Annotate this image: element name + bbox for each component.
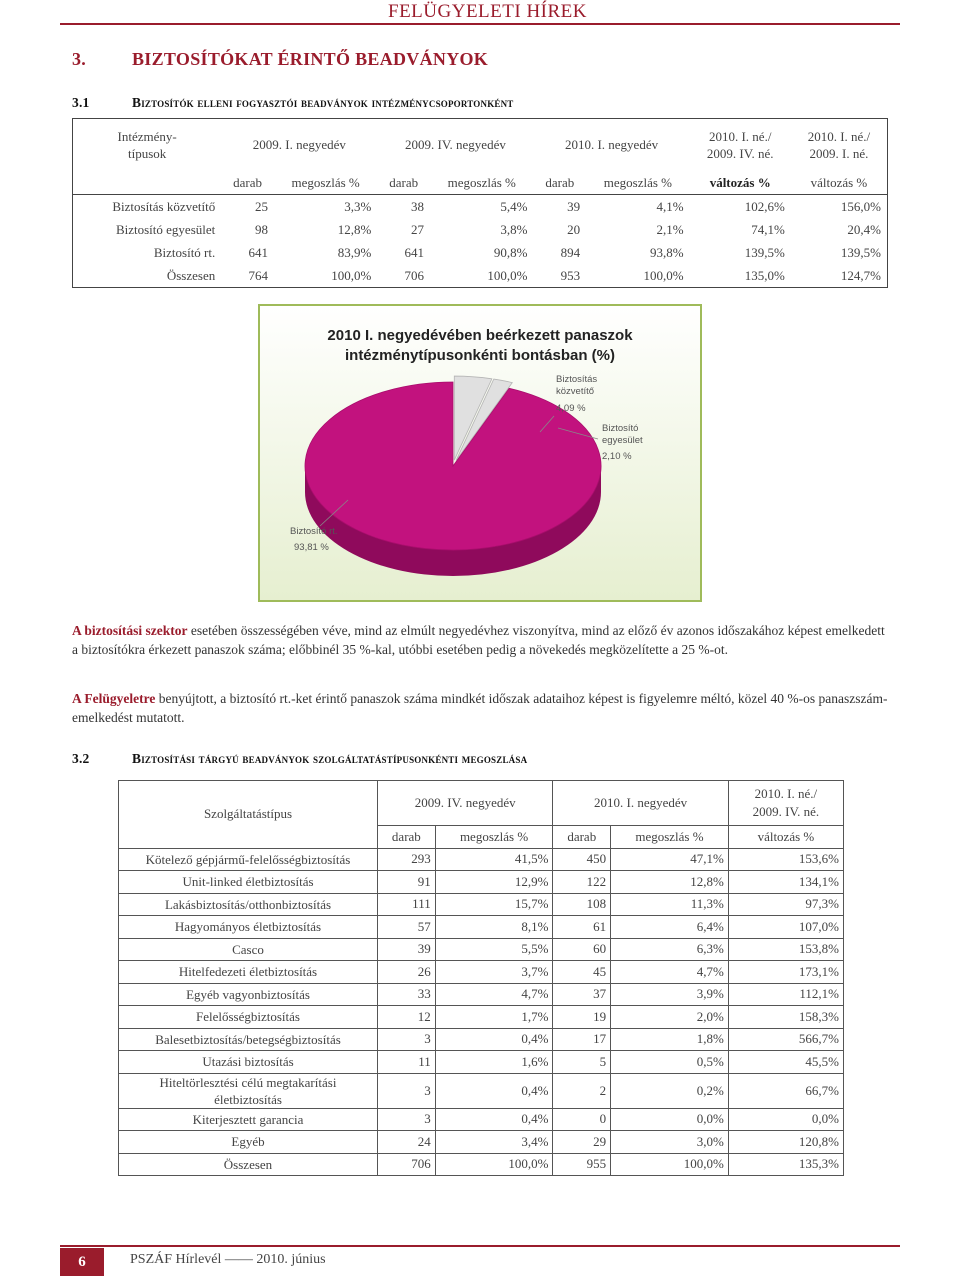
table-row xyxy=(119,916,844,939)
table-row xyxy=(119,1051,844,1074)
table1-cell: 100,0% xyxy=(331,267,372,283)
table2-cell: 3 xyxy=(378,1028,436,1051)
table2-cell: 706 xyxy=(378,1153,436,1176)
table2-cell: 29 xyxy=(553,1131,611,1154)
table1-cell: 90,8% xyxy=(493,244,528,260)
header-title: FELÜGYELETI HÍREK xyxy=(388,1,587,22)
table2-period-1: 2009. IV. negyedév xyxy=(378,781,553,826)
table-row xyxy=(119,983,844,1006)
label-rt-1: Biztosító rt. xyxy=(290,526,338,537)
table2-row-label: Összesen xyxy=(119,1153,378,1176)
label-kozvetito-1: Biztosítás xyxy=(556,374,598,385)
table1-cell: 98 xyxy=(254,221,268,237)
table2-row-label: Hagyományos életbiztosítás xyxy=(119,916,378,939)
table1-cell: 641 xyxy=(248,244,268,260)
label-egyesulet-pct: 2,10 % xyxy=(602,451,632,462)
table1-cell: 894 xyxy=(560,244,581,260)
table2-cell: 0,5% xyxy=(611,1051,729,1074)
table1-cell: 953 xyxy=(560,267,581,283)
paragraph-1-text: esetében összességében véve, mind az elmúlt negyedévhez viszonyítva, mind az előző év azonos időszakához képest emelkedett a biztosítókra érkezett panaszok száma; előbbinél 35 %-kal, utóbbi esetében pedig a növekedés megközelítette a 25 %-ot. xyxy=(72,623,885,657)
table2-cell: 122 xyxy=(553,871,611,894)
table2-corner: Szolgáltatástípus xyxy=(119,781,378,849)
table2-cell: 6,4% xyxy=(611,916,729,939)
table2-cell: 12,8% xyxy=(611,871,729,894)
table-row xyxy=(73,218,888,241)
table2-cell: 41,5% xyxy=(435,848,553,871)
table1-cell: 102,6% xyxy=(690,195,791,219)
table-row xyxy=(119,893,844,916)
table-row xyxy=(119,1131,844,1154)
table1-cell: 100,0% xyxy=(643,267,684,283)
table1-cell: 27 xyxy=(411,221,425,237)
header-rule xyxy=(60,23,900,25)
table2-cell: 111 xyxy=(378,893,436,916)
table1-subhead: megoszlás % xyxy=(603,174,672,190)
table2-cell: 108 xyxy=(553,893,611,916)
table2-cell: 1,6% xyxy=(435,1051,553,1074)
table1-cell: 124,7% xyxy=(840,267,881,283)
table2-cell: 158,3% xyxy=(728,1006,843,1029)
table2-cell: 11 xyxy=(378,1051,436,1074)
table2-cell: 47,1% xyxy=(611,848,729,871)
table1-cell: 706 xyxy=(404,267,425,283)
table2-cell: 0 xyxy=(553,1108,611,1131)
table2-cell: 112,1% xyxy=(728,983,843,1006)
table2-cell: 120,8% xyxy=(728,1131,843,1154)
table2-subhead: megoszlás % xyxy=(435,826,553,849)
table2-cell: 0,2% xyxy=(611,1073,729,1108)
paragraph-2 xyxy=(72,689,890,727)
table2-row-label: Kiterjesztett garancia xyxy=(119,1108,378,1131)
table1-subhead: megoszlás % xyxy=(447,174,516,190)
institution-table xyxy=(72,118,888,288)
label-rt-pct: 93,81 % xyxy=(294,542,329,553)
subsection-2-number: 3.2 xyxy=(72,751,90,766)
table2-cell: 33 xyxy=(378,983,436,1006)
table1-cell: 3,8% xyxy=(500,221,528,237)
table2-row-label: Felelősségbiztosítás xyxy=(119,1006,378,1029)
subsection-1-number: 3.1 xyxy=(72,95,90,110)
table1-subhead: darab xyxy=(389,174,419,190)
table-row xyxy=(119,1073,844,1108)
table2-cell: 293 xyxy=(378,848,436,871)
table2-row-label: Utazási biztosítás xyxy=(119,1051,378,1074)
table2-cell: 8,1% xyxy=(435,916,553,939)
table2-cell: 955 xyxy=(553,1153,611,1176)
table2-cell: 12 xyxy=(378,1006,436,1029)
paragraph-2-text: benyújtott, a biztosító rt.-ket érintő panaszok száma mindkét időszak adataihoz képest is figyelemre méltó, közel 40 %-os panaszszám-emelkedést mutatott. xyxy=(72,691,888,725)
table2-cell: 100,0% xyxy=(435,1153,553,1176)
table1-subhead: változás % xyxy=(810,174,868,190)
table1-cell: Biztosító egyesület xyxy=(115,221,216,237)
table2-cell: 24 xyxy=(378,1131,436,1154)
table2-cell: 3,7% xyxy=(435,961,553,984)
chart-title-line-1: 2010 I. negyedévében beérkezett panaszok xyxy=(327,327,633,344)
table2-cell: 61 xyxy=(553,916,611,939)
label-kozvetito-pct: 4,09 % xyxy=(556,403,586,414)
table2-cell: 3 xyxy=(378,1073,436,1108)
table1-cell: Biztosítás közvetítő xyxy=(73,195,222,219)
table2-cell: 37 xyxy=(553,983,611,1006)
section-title xyxy=(72,49,488,70)
table2-cell: 3,4% xyxy=(435,1131,553,1154)
table1-subhead: változás % xyxy=(709,174,771,190)
table2-cell: 5 xyxy=(553,1051,611,1074)
table2-cell: 11,3% xyxy=(611,893,729,916)
table2-row-label: Balesetbiztosítás/betegségbiztosítás xyxy=(119,1028,378,1051)
table2-row-label: Kötelező gépjármű-felelősségbiztosítás xyxy=(119,848,378,871)
table1-subhead: darab xyxy=(545,174,575,190)
table1-cell: 2,1% xyxy=(656,221,684,237)
table2-subhead: megoszlás % xyxy=(611,826,729,849)
subsection-2-title xyxy=(72,751,527,767)
section-number: 3. xyxy=(72,49,87,69)
table-row xyxy=(73,241,888,264)
table2-row-label: Casco xyxy=(119,938,378,961)
table2-subhead: darab xyxy=(378,826,436,849)
table2-cell: 450 xyxy=(553,848,611,871)
table1-cell: 764 xyxy=(248,267,268,283)
table1-cell: 39 xyxy=(533,195,586,219)
table2-cell: 91 xyxy=(378,871,436,894)
table2-cell: 1,8% xyxy=(611,1028,729,1051)
paragraph-2-bold: A Felügyeletre xyxy=(72,691,156,706)
table1-cell: 74,1% xyxy=(751,221,785,237)
table1-cell: 156,0% xyxy=(791,195,888,219)
table2-cell: 2 xyxy=(553,1073,611,1108)
table1-cell: 83,9% xyxy=(337,244,372,260)
page-number: 6 xyxy=(60,1248,104,1276)
table-row xyxy=(119,1006,844,1029)
table2-cell: 3,9% xyxy=(611,983,729,1006)
table2-cell: 2,0% xyxy=(611,1006,729,1029)
table2-cell: 97,3% xyxy=(728,893,843,916)
table2-cell: 19 xyxy=(553,1006,611,1029)
table-row xyxy=(119,848,844,871)
table2-cell: 153,8% xyxy=(728,938,843,961)
table2-row-label: Lakásbiztosítás/otthonbiztosítás xyxy=(119,893,378,916)
table2-cell: 173,1% xyxy=(728,961,843,984)
paragraph-1 xyxy=(72,621,890,659)
table1-cell: Összesen xyxy=(166,267,216,283)
table1-change-1: 2010. I. né./ 2009. IV. né. xyxy=(706,129,774,161)
table2-row-label: Hiteltörlesztési célú megtakarítási életbiztosítás xyxy=(119,1073,378,1108)
table1-period-1: 2009. I. negyedév xyxy=(252,137,346,152)
table1-cell: 12,8% xyxy=(337,221,372,237)
table1-cell: 641 xyxy=(404,244,425,260)
table2-cell: 4,7% xyxy=(611,961,729,984)
table2-period-2: 2010. I. negyedév xyxy=(553,781,728,826)
table1-corner: Intézmény- típusok xyxy=(117,129,177,161)
table1-cell: 135,0% xyxy=(744,267,785,283)
table2-cell: 4,7% xyxy=(435,983,553,1006)
table1-period-3: 2010. I. negyedév xyxy=(564,137,659,152)
subsection-2-text: Biztosítási tárgyú beadványok szolgáltatástípusonkénti megoszlása xyxy=(132,751,528,766)
subsection-1-title xyxy=(72,95,514,111)
table2-row-label: Egyéb vagyonbiztosítás xyxy=(119,983,378,1006)
table2-cell: 39 xyxy=(378,938,436,961)
table1-cell: 3,3% xyxy=(274,195,377,219)
label-egyesulet-2: egyesület xyxy=(602,435,643,446)
table2-cell: 135,3% xyxy=(728,1153,843,1176)
table2-cell: 100,0% xyxy=(611,1153,729,1176)
table2-cell: 5,5% xyxy=(435,938,553,961)
table-row xyxy=(119,961,844,984)
table1-subhead: darab xyxy=(233,174,263,190)
table-row xyxy=(119,1028,844,1051)
table2-subhead: darab xyxy=(553,826,611,849)
label-kozvetito-2: közvetítő xyxy=(556,386,595,397)
table1-subhead: megoszlás % xyxy=(291,174,360,190)
table2-cell: 566,7% xyxy=(728,1028,843,1051)
table2-cell: 0,4% xyxy=(435,1073,553,1108)
table2-cell: 12,9% xyxy=(435,871,553,894)
service-type-table xyxy=(118,780,844,1176)
table2-cell: 6,3% xyxy=(611,938,729,961)
table2-cell: 26 xyxy=(378,961,436,984)
table2-cell: 107,0% xyxy=(728,916,843,939)
table2-row-label: Egyéb xyxy=(119,1131,378,1154)
label-egyesulet-1: Biztosító xyxy=(602,423,639,434)
table1-cell: 4,1% xyxy=(586,195,689,219)
table2-cell: 15,7% xyxy=(435,893,553,916)
section-title-text: BIZTOSÍTÓKAT ÉRINTŐ BEADVÁNYOK xyxy=(132,49,489,69)
table2-cell: 1,7% xyxy=(435,1006,553,1029)
table2-cell: 153,6% xyxy=(728,848,843,871)
table2-cell: 3 xyxy=(378,1108,436,1131)
table-row xyxy=(119,871,844,894)
table-row xyxy=(119,1153,844,1176)
table1-cell: 139,5% xyxy=(744,244,785,260)
table2-cell: 134,1% xyxy=(728,871,843,894)
table1-cell: 100,0% xyxy=(487,267,528,283)
table1-cell: 139,5% xyxy=(840,244,881,260)
table2-change: 2010. I. né./ 2009. IV. né. xyxy=(728,781,843,826)
table1-cell: 93,8% xyxy=(649,244,684,260)
table2-cell: 66,7% xyxy=(728,1073,843,1108)
table2-cell: 0,4% xyxy=(435,1028,553,1051)
table2-row-label: Unit-linked életbiztosítás xyxy=(119,871,378,894)
table2-cell: 45 xyxy=(553,961,611,984)
footer-rule xyxy=(60,1245,900,1247)
table-row xyxy=(73,195,888,219)
table2-cell: 0,0% xyxy=(728,1108,843,1131)
table1-cell: 38 xyxy=(377,195,430,219)
table2-subhead: változás % xyxy=(728,826,843,849)
table1-cell: 25 xyxy=(221,195,274,219)
table2-cell: 57 xyxy=(378,916,436,939)
table1-cell: 20 xyxy=(567,221,581,237)
table2-cell: 3,0% xyxy=(611,1131,729,1154)
table-row xyxy=(73,264,888,288)
table2-row-label: Hitelfedezeti életbiztosítás xyxy=(119,961,378,984)
pie-chart xyxy=(258,304,702,602)
table1-cell: 20,4% xyxy=(847,221,881,237)
table2-cell: 60 xyxy=(553,938,611,961)
table2-cell: 0,4% xyxy=(435,1108,553,1131)
footer-text: PSZÁF Hírlevél —— 2010. június xyxy=(130,1252,326,1267)
table2-cell: 0,0% xyxy=(611,1108,729,1131)
table1-cell: Biztosító rt. xyxy=(153,244,216,260)
paragraph-1-bold: A biztosítási szektor xyxy=(72,623,188,638)
table-row xyxy=(119,938,844,961)
table2-cell: 17 xyxy=(553,1028,611,1051)
table1-cell: 5,4% xyxy=(430,195,533,219)
table1-change-2: 2010. I. né./ 2009. I. né. xyxy=(807,129,871,161)
table-row xyxy=(119,1108,844,1131)
table1-period-2: 2009. IV. negyedév xyxy=(404,137,506,152)
subsection-1-text: Biztosítók elleni fogyasztói beadványok intézménycsoportonként xyxy=(132,95,514,110)
table2-cell: 45,5% xyxy=(728,1051,843,1074)
chart-title-line-2: intézménytípusonkénti bontásban (%) xyxy=(344,347,616,364)
